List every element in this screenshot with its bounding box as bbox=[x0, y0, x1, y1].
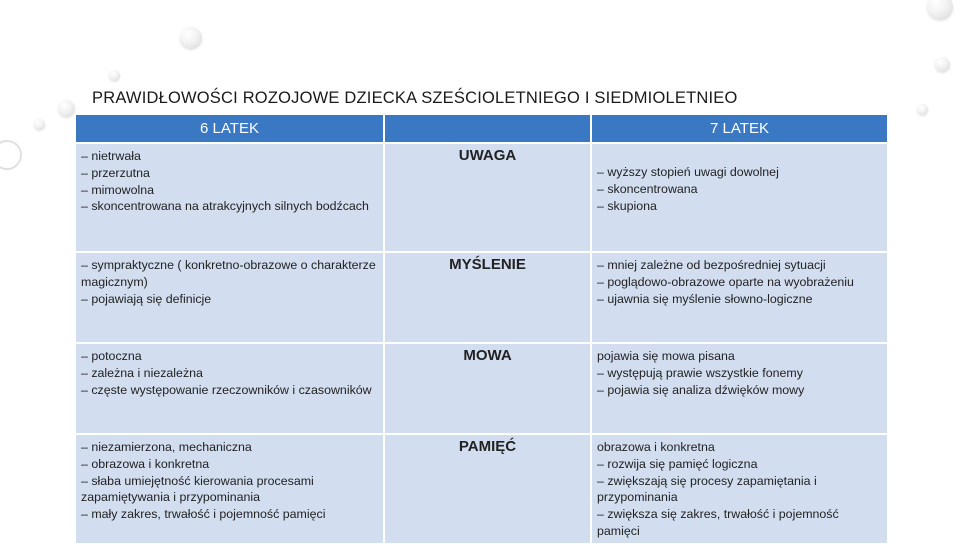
cell-7-latek bbox=[591, 434, 888, 544]
cell-line: – mały zakres, trwałość i pojemność pamięci bbox=[81, 507, 326, 522]
category-label: MYŚLENIE bbox=[384, 252, 591, 343]
cell-line: – mimowolna bbox=[81, 182, 154, 197]
comparison-table bbox=[74, 113, 889, 545]
cell-7-latek bbox=[591, 143, 888, 252]
cell-line: – słaba umiejętność kierowania procesami zapamiętywania i przypominania bbox=[81, 473, 314, 505]
cell-7-latek bbox=[591, 252, 888, 343]
decorative-ring bbox=[0, 140, 22, 170]
cell-line: – pojawia się analiza dźwięków mowy bbox=[597, 382, 805, 397]
cell-line: – niezamierzona, mechaniczna bbox=[81, 440, 252, 454]
cell-line: – skoncentrowana bbox=[597, 181, 698, 196]
decorative-bubble bbox=[109, 70, 120, 81]
table-row-mowa bbox=[75, 343, 888, 434]
cell-line: – zależna i niezależna bbox=[81, 365, 203, 380]
cell-line: – obrazowa i konkretna bbox=[81, 456, 210, 471]
category-label: UWAGA bbox=[384, 143, 591, 252]
category-label: PAMIĘĆ bbox=[384, 434, 591, 544]
header-6-latek: 6 LATEK bbox=[75, 114, 384, 143]
cell-line: – ujawnia się myślenie słowno-logiczne bbox=[597, 291, 813, 306]
cell-line: – wyższy stopień uwagi dowolnej bbox=[597, 165, 779, 179]
cell-line: obrazowa i konkretna bbox=[597, 440, 715, 454]
cell-6-latek bbox=[75, 343, 384, 434]
cell-6-latek bbox=[75, 434, 384, 544]
cell-line: pojawia się mowa pisana bbox=[597, 349, 735, 363]
decorative-bubble bbox=[917, 104, 928, 115]
cell-line: – skupiona bbox=[597, 198, 657, 213]
cell-line: – rozwija się pamięć logiczna bbox=[597, 456, 758, 471]
cell-line: – potoczna bbox=[81, 349, 142, 363]
cell-line: – częste występowanie rzeczowników i czasowników bbox=[81, 382, 372, 397]
table-row-myslenie bbox=[75, 252, 888, 343]
decorative-bubble bbox=[927, 0, 953, 20]
cell-line: – sympraktyczne ( konkretno-obrazowe o charakterze magicznym) bbox=[81, 258, 376, 289]
header-empty bbox=[384, 114, 591, 143]
cell-line: – przerzutna bbox=[81, 165, 150, 180]
cell-line: – zwiększa się zakres, trwałość i pojemność pamięci bbox=[597, 507, 839, 538]
decorative-bubble bbox=[935, 57, 950, 72]
cell-line: – poglądowo-obrazowe oparte na wyobrażeniu bbox=[597, 274, 854, 289]
category-label: MOWA bbox=[384, 343, 591, 434]
cell-6-latek bbox=[75, 143, 384, 252]
decorative-bubble bbox=[180, 27, 202, 49]
cell-line: – mniej zależne od bezpośredniej sytuacji bbox=[597, 258, 826, 272]
page-title: PRAWIDŁOWOŚCI ROZOJOWE DZIECKA SZEŚCIOLETNIEGO I SIEDMIOLETNIEO bbox=[92, 89, 738, 107]
cell-line: – występują prawie wszystkie fonemy bbox=[597, 365, 803, 380]
cell-line: – pojawiają się definicje bbox=[81, 291, 212, 306]
cell-7-latek bbox=[591, 343, 888, 434]
table-row-pamiec bbox=[75, 434, 888, 544]
decorative-bubble bbox=[58, 100, 75, 117]
cell-line: – nietrwała bbox=[81, 149, 141, 163]
table-row-uwaga bbox=[75, 143, 888, 252]
header-7-latek: 7 LATEK bbox=[591, 114, 888, 143]
table-header-row bbox=[75, 114, 888, 143]
cell-6-latek bbox=[75, 252, 384, 343]
decorative-bubble bbox=[34, 119, 45, 130]
cell-line: – skoncentrowana na atrakcyjnych silnych bodźcach bbox=[81, 199, 369, 214]
cell-line: – zwiększają się procesy zapamiętania i przypominania bbox=[597, 473, 817, 505]
